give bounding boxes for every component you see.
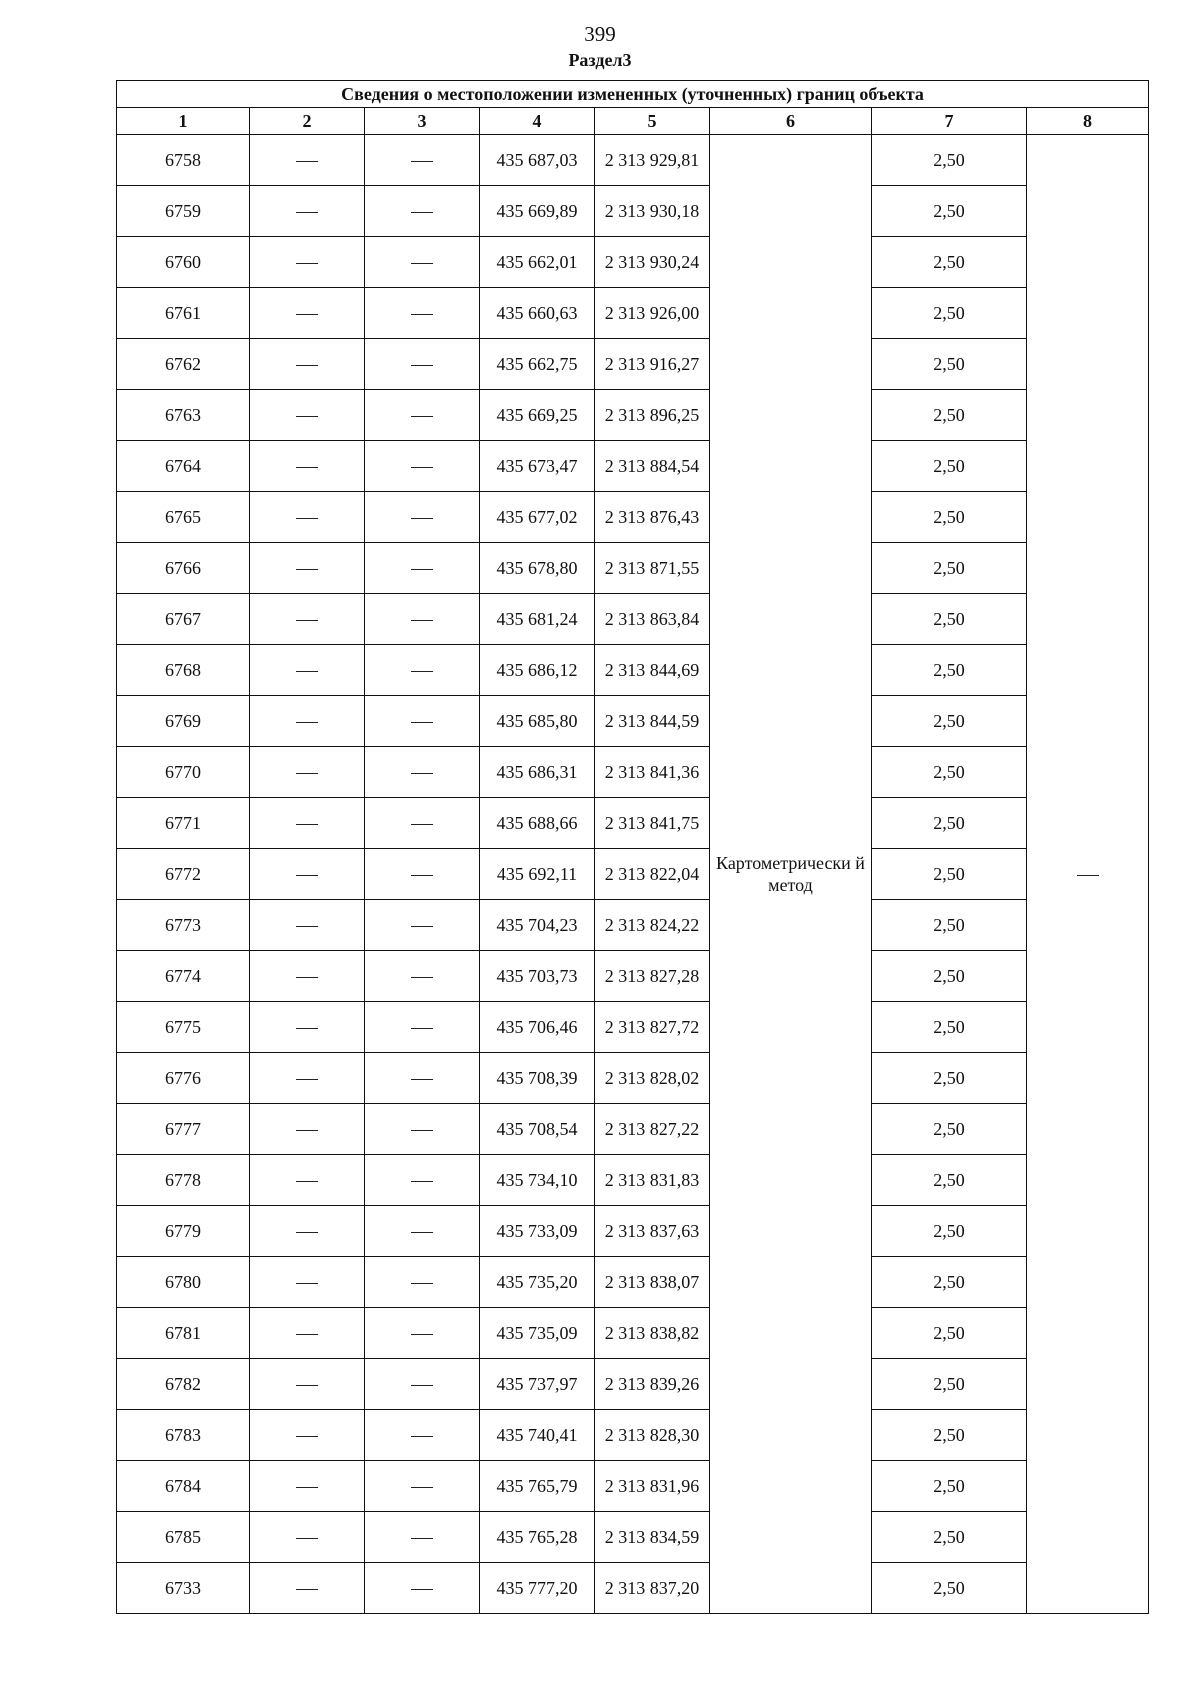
dash-mark	[411, 1589, 433, 1590]
dash-mark	[411, 1385, 433, 1386]
table-row	[117, 594, 1149, 645]
y-coordinate-cell: 2 313 871,55	[595, 543, 710, 594]
table-row	[117, 135, 1149, 186]
point-number-cell: 6777	[117, 1104, 250, 1155]
dash-mark	[296, 161, 318, 162]
precision-cell: 2,50	[872, 900, 1027, 951]
dash-mark	[411, 671, 433, 672]
table-row	[117, 1512, 1149, 1563]
y-coordinate-cell: 2 313 930,18	[595, 186, 710, 237]
dash-mark	[411, 1130, 433, 1131]
column-3-cell	[365, 339, 480, 390]
dash-mark	[296, 569, 318, 570]
dash-mark	[296, 212, 318, 213]
page-number: 399	[584, 22, 616, 46]
point-number-cell: 6769	[117, 696, 250, 747]
column-3-cell	[365, 696, 480, 747]
column-number-4: 4	[480, 108, 595, 135]
table-row	[117, 1410, 1149, 1461]
table-row	[117, 1461, 1149, 1512]
table-row	[117, 849, 1149, 900]
precision-cell: 2,50	[872, 1308, 1027, 1359]
column-2-cell	[250, 696, 365, 747]
column-2-cell	[250, 1461, 365, 1512]
column-3-cell	[365, 645, 480, 696]
x-coordinate-cell: 435 704,23	[480, 900, 595, 951]
precision-cell: 2,50	[872, 390, 1027, 441]
x-coordinate-cell: 435 706,46	[480, 1002, 595, 1053]
precision-cell: 2,50	[872, 1155, 1027, 1206]
column-3-cell	[365, 1104, 480, 1155]
table-row	[117, 390, 1149, 441]
x-coordinate-cell: 435 669,89	[480, 186, 595, 237]
column-3-cell	[365, 1155, 480, 1206]
precision-cell: 2,50	[872, 135, 1027, 186]
precision-cell: 2,50	[872, 1563, 1027, 1614]
y-coordinate-cell: 2 313 831,83	[595, 1155, 710, 1206]
column-2-cell	[250, 441, 365, 492]
point-number-cell: 6778	[117, 1155, 250, 1206]
table-row	[117, 1104, 1149, 1155]
column-3-cell	[365, 1308, 480, 1359]
x-coordinate-cell: 435 708,39	[480, 1053, 595, 1104]
dash-mark	[411, 1079, 433, 1080]
table-row	[117, 492, 1149, 543]
column-3-cell	[365, 135, 480, 186]
y-coordinate-cell: 2 313 831,96	[595, 1461, 710, 1512]
x-coordinate-cell: 435 735,09	[480, 1308, 595, 1359]
column-number-row	[117, 108, 1149, 135]
table-caption: Сведения о местоположении измененных (уточненных) границ объекта	[117, 81, 1149, 108]
y-coordinate-cell: 2 313 827,28	[595, 951, 710, 1002]
dash-mark	[296, 1589, 318, 1590]
point-number-cell: 6780	[117, 1257, 250, 1308]
x-coordinate-cell: 435 686,12	[480, 645, 595, 696]
point-number-cell: 6783	[117, 1410, 250, 1461]
point-number-cell: 6782	[117, 1359, 250, 1410]
column-2-cell	[250, 288, 365, 339]
precision-cell: 2,50	[872, 1002, 1027, 1053]
precision-cell: 2,50	[872, 696, 1027, 747]
x-coordinate-cell: 435 677,02	[480, 492, 595, 543]
dash-mark	[296, 467, 318, 468]
column-3-cell	[365, 492, 480, 543]
dash-mark	[296, 1028, 318, 1029]
point-number-cell: 6767	[117, 594, 250, 645]
column-2-cell	[250, 1206, 365, 1257]
column-2-cell	[250, 594, 365, 645]
column-2-cell	[250, 1002, 365, 1053]
y-coordinate-cell: 2 313 876,43	[595, 492, 710, 543]
point-number-cell: 6763	[117, 390, 250, 441]
column-2-cell	[250, 645, 365, 696]
precision-cell: 2,50	[872, 1410, 1027, 1461]
column-3-cell	[365, 900, 480, 951]
column-3-cell	[365, 849, 480, 900]
dash-mark	[296, 722, 318, 723]
dash-mark	[411, 1028, 433, 1029]
dash-mark	[296, 773, 318, 774]
column-2-cell	[250, 849, 365, 900]
column-3-cell	[365, 594, 480, 645]
column-2-cell	[250, 1257, 365, 1308]
dash-mark	[411, 161, 433, 162]
x-coordinate-cell: 435 777,20	[480, 1563, 595, 1614]
column-2-cell	[250, 747, 365, 798]
column-2-cell	[250, 1053, 365, 1104]
x-coordinate-cell: 435 735,20	[480, 1257, 595, 1308]
dash-mark	[296, 1385, 318, 1386]
x-coordinate-cell: 435 703,73	[480, 951, 595, 1002]
dash-mark	[411, 212, 433, 213]
x-coordinate-cell: 435 708,54	[480, 1104, 595, 1155]
column-2-cell	[250, 1410, 365, 1461]
y-coordinate-cell: 2 313 926,00	[595, 288, 710, 339]
table-row	[117, 696, 1149, 747]
table-row	[117, 1359, 1149, 1410]
dash-mark	[411, 263, 433, 264]
y-coordinate-cell: 2 313 838,07	[595, 1257, 710, 1308]
precision-cell: 2,50	[872, 543, 1027, 594]
column-3-cell	[365, 288, 480, 339]
y-coordinate-cell: 2 313 828,02	[595, 1053, 710, 1104]
column-3-cell	[365, 441, 480, 492]
dash-mark	[1077, 875, 1099, 876]
column-3-cell	[365, 1410, 480, 1461]
point-number-cell: 6733	[117, 1563, 250, 1614]
precision-cell: 2,50	[872, 1461, 1027, 1512]
table-row	[117, 441, 1149, 492]
point-number-cell: 6784	[117, 1461, 250, 1512]
table-row	[117, 1206, 1149, 1257]
column-2-cell	[250, 1155, 365, 1206]
dash-mark	[296, 1283, 318, 1284]
point-number-cell: 6775	[117, 1002, 250, 1053]
dash-mark	[411, 518, 433, 519]
y-coordinate-cell: 2 313 841,36	[595, 747, 710, 798]
x-coordinate-cell: 435 686,31	[480, 747, 595, 798]
table-row	[117, 747, 1149, 798]
column-2-cell	[250, 186, 365, 237]
column-number-6: 6	[710, 108, 872, 135]
column-2-cell	[250, 1512, 365, 1563]
dash-mark	[296, 1334, 318, 1335]
x-coordinate-cell: 435 687,03	[480, 135, 595, 186]
table-row	[117, 900, 1149, 951]
precision-cell: 2,50	[872, 288, 1027, 339]
column-2-cell	[250, 339, 365, 390]
dash-mark	[411, 722, 433, 723]
point-number-cell: 6781	[117, 1308, 250, 1359]
precision-cell: 2,50	[872, 1206, 1027, 1257]
dash-mark	[296, 1079, 318, 1080]
precision-cell: 2,50	[872, 492, 1027, 543]
precision-cell: 2,50	[872, 237, 1027, 288]
y-coordinate-cell: 2 313 827,22	[595, 1104, 710, 1155]
dash-mark	[411, 1334, 433, 1335]
precision-cell: 2,50	[872, 747, 1027, 798]
x-coordinate-cell: 435 733,09	[480, 1206, 595, 1257]
point-number-cell: 6765	[117, 492, 250, 543]
point-number-cell: 6774	[117, 951, 250, 1002]
column-2-cell	[250, 1359, 365, 1410]
table-row	[117, 798, 1149, 849]
y-coordinate-cell: 2 313 916,27	[595, 339, 710, 390]
table-row	[117, 1563, 1149, 1614]
x-coordinate-cell: 435 673,47	[480, 441, 595, 492]
x-coordinate-cell: 435 662,01	[480, 237, 595, 288]
column-2-cell	[250, 492, 365, 543]
x-coordinate-cell: 435 740,41	[480, 1410, 595, 1461]
x-coordinate-cell: 435 660,63	[480, 288, 595, 339]
column-3-cell	[365, 237, 480, 288]
column-3-cell	[365, 1206, 480, 1257]
y-coordinate-cell: 2 313 896,25	[595, 390, 710, 441]
dash-mark	[411, 1436, 433, 1437]
point-number-cell: 6770	[117, 747, 250, 798]
point-number-cell: 6758	[117, 135, 250, 186]
point-number-cell: 6762	[117, 339, 250, 390]
dash-mark	[296, 671, 318, 672]
point-number-cell: 6779	[117, 1206, 250, 1257]
column-3-cell	[365, 1053, 480, 1104]
dash-mark	[296, 1181, 318, 1182]
method-cell: Картометрически й метод	[710, 135, 872, 1614]
dash-mark	[296, 1232, 318, 1233]
table-row	[117, 1053, 1149, 1104]
table-row	[117, 288, 1149, 339]
column-3-cell	[365, 747, 480, 798]
dash-mark	[296, 1487, 318, 1488]
dash-mark	[411, 314, 433, 315]
precision-cell: 2,50	[872, 594, 1027, 645]
point-number-cell: 6773	[117, 900, 250, 951]
y-coordinate-cell: 2 313 930,24	[595, 237, 710, 288]
dash-mark	[296, 314, 318, 315]
point-number-cell: 6760	[117, 237, 250, 288]
dash-mark	[296, 875, 318, 876]
y-coordinate-cell: 2 313 929,81	[595, 135, 710, 186]
column-number-5: 5	[595, 108, 710, 135]
column-3-cell	[365, 186, 480, 237]
column-3-cell	[365, 390, 480, 441]
column-3-cell	[365, 1359, 480, 1410]
dash-mark	[296, 416, 318, 417]
y-coordinate-cell: 2 313 838,82	[595, 1308, 710, 1359]
column-3-cell	[365, 951, 480, 1002]
dash-mark	[411, 875, 433, 876]
dash-mark	[296, 1436, 318, 1437]
table-row	[117, 1002, 1149, 1053]
column-number-8: 8	[1027, 108, 1149, 135]
column-2-cell	[250, 951, 365, 1002]
y-coordinate-cell: 2 313 837,20	[595, 1563, 710, 1614]
precision-cell: 2,50	[872, 1053, 1027, 1104]
dash-mark	[411, 365, 433, 366]
y-coordinate-cell: 2 313 834,59	[595, 1512, 710, 1563]
dash-mark	[296, 263, 318, 264]
precision-cell: 2,50	[872, 1104, 1027, 1155]
table-row	[117, 543, 1149, 594]
precision-cell: 2,50	[872, 441, 1027, 492]
table-row	[117, 1155, 1149, 1206]
column-3-cell	[365, 798, 480, 849]
dash-mark	[296, 518, 318, 519]
column-2-cell	[250, 543, 365, 594]
precision-cell: 2,50	[872, 645, 1027, 696]
x-coordinate-cell: 435 688,66	[480, 798, 595, 849]
x-coordinate-cell: 435 669,25	[480, 390, 595, 441]
y-coordinate-cell: 2 313 827,72	[595, 1002, 710, 1053]
column-3-cell	[365, 543, 480, 594]
column-number-3: 3	[365, 108, 480, 135]
x-coordinate-cell: 435 765,28	[480, 1512, 595, 1563]
precision-cell: 2,50	[872, 1512, 1027, 1563]
point-number-cell: 6759	[117, 186, 250, 237]
dash-mark	[411, 1487, 433, 1488]
y-coordinate-cell: 2 313 824,22	[595, 900, 710, 951]
dash-mark	[411, 1283, 433, 1284]
dash-mark	[296, 926, 318, 927]
y-coordinate-cell: 2 313 837,63	[595, 1206, 710, 1257]
column-number-1: 1	[117, 108, 250, 135]
column-3-cell	[365, 1002, 480, 1053]
precision-cell: 2,50	[872, 1257, 1027, 1308]
precision-cell: 2,50	[872, 849, 1027, 900]
dash-mark	[411, 824, 433, 825]
column-3-cell	[365, 1563, 480, 1614]
x-coordinate-cell: 435 734,10	[480, 1155, 595, 1206]
precision-cell: 2,50	[872, 339, 1027, 390]
dash-mark	[296, 620, 318, 621]
column-2-cell	[250, 135, 365, 186]
dash-mark	[296, 977, 318, 978]
precision-cell: 2,50	[872, 798, 1027, 849]
column-2-cell	[250, 798, 365, 849]
point-number-cell: 6771	[117, 798, 250, 849]
table-row	[117, 1308, 1149, 1359]
point-number-cell: 6768	[117, 645, 250, 696]
dash-mark	[296, 824, 318, 825]
column-2-cell	[250, 900, 365, 951]
point-number-cell: 6772	[117, 849, 250, 900]
precision-cell: 2,50	[872, 1359, 1027, 1410]
point-number-cell: 6766	[117, 543, 250, 594]
dash-mark	[411, 620, 433, 621]
dash-mark	[411, 1538, 433, 1539]
column-number-2: 2	[250, 108, 365, 135]
x-coordinate-cell: 435 737,97	[480, 1359, 595, 1410]
y-coordinate-cell: 2 313 822,04	[595, 849, 710, 900]
dash-mark	[296, 1538, 318, 1539]
dash-mark	[411, 1181, 433, 1182]
precision-cell: 2,50	[872, 186, 1027, 237]
dash-mark	[411, 467, 433, 468]
column-2-cell	[250, 237, 365, 288]
dash-mark	[411, 773, 433, 774]
column-2-cell	[250, 1104, 365, 1155]
point-number-cell: 6761	[117, 288, 250, 339]
column-3-cell	[365, 1257, 480, 1308]
section-title: Раздел3	[568, 50, 632, 70]
column-8-cell	[1027, 135, 1149, 1614]
y-coordinate-cell: 2 313 863,84	[595, 594, 710, 645]
column-3-cell	[365, 1461, 480, 1512]
table-row	[117, 645, 1149, 696]
y-coordinate-cell: 2 313 841,75	[595, 798, 710, 849]
x-coordinate-cell: 435 681,24	[480, 594, 595, 645]
table-body	[117, 135, 1149, 1614]
point-number-cell: 6764	[117, 441, 250, 492]
x-coordinate-cell: 435 662,75	[480, 339, 595, 390]
dash-mark	[411, 416, 433, 417]
point-number-cell: 6785	[117, 1512, 250, 1563]
dash-mark	[296, 1130, 318, 1131]
y-coordinate-cell: 2 313 828,30	[595, 1410, 710, 1461]
y-coordinate-cell: 2 313 844,69	[595, 645, 710, 696]
y-coordinate-cell: 2 313 884,54	[595, 441, 710, 492]
dash-mark	[411, 926, 433, 927]
x-coordinate-cell: 435 678,80	[480, 543, 595, 594]
x-coordinate-cell: 435 765,79	[480, 1461, 595, 1512]
column-3-cell	[365, 1512, 480, 1563]
boundary-coordinates-table	[116, 80, 1149, 1614]
dash-mark	[411, 569, 433, 570]
table-row	[117, 339, 1149, 390]
dash-mark	[411, 1232, 433, 1233]
y-coordinate-cell: 2 313 844,59	[595, 696, 710, 747]
precision-cell: 2,50	[872, 951, 1027, 1002]
x-coordinate-cell: 435 685,80	[480, 696, 595, 747]
table-row	[117, 951, 1149, 1002]
table-row	[117, 237, 1149, 288]
table-row	[117, 186, 1149, 237]
point-number-cell: 6776	[117, 1053, 250, 1104]
x-coordinate-cell: 435 692,11	[480, 849, 595, 900]
column-2-cell	[250, 1308, 365, 1359]
column-2-cell	[250, 390, 365, 441]
table-row	[117, 1257, 1149, 1308]
column-number-7: 7	[872, 108, 1027, 135]
dash-mark	[411, 977, 433, 978]
dash-mark	[296, 365, 318, 366]
column-2-cell	[250, 1563, 365, 1614]
y-coordinate-cell: 2 313 839,26	[595, 1359, 710, 1410]
